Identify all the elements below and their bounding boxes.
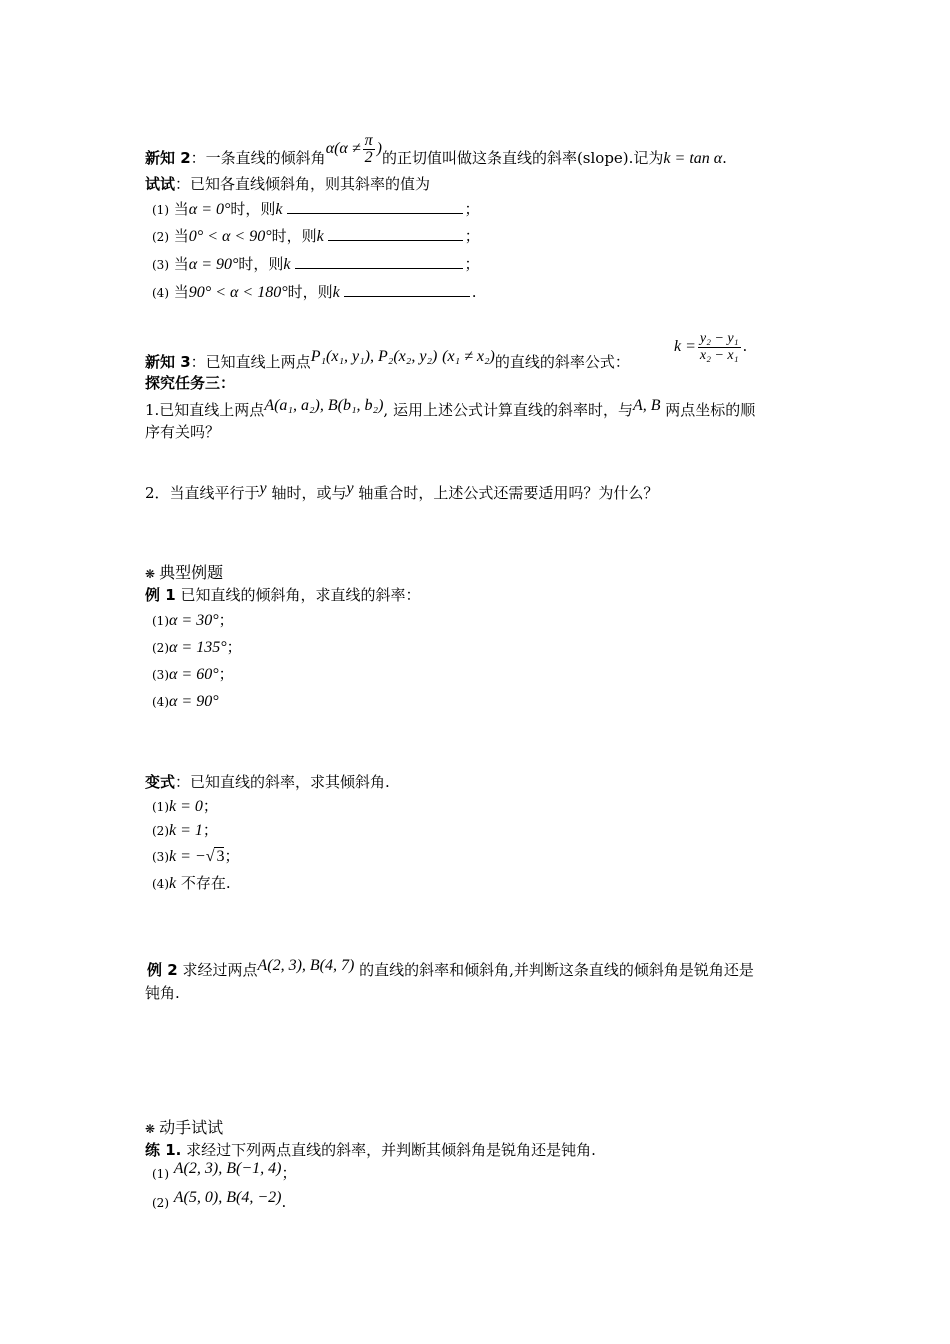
new-knowledge-3-label: 新知 3 xyxy=(145,353,191,371)
variant-item-4: (4)k 不存在. xyxy=(152,874,231,892)
x-condition: (x₁ ≠ x₂) xyxy=(442,348,495,365)
task-3-heading: 探究任务三： xyxy=(145,374,236,392)
practice-heading: ❋ 动手试试 xyxy=(145,1118,224,1137)
task-3-question-1: 1.已知直线上两点A(a₁, a₂), B(b₁, b₂), 运用上述公式计算直线的斜率时，与A, B 两点坐标的顺 xyxy=(145,397,756,419)
task-3-question-2: 2．当直线平行于y 轴时，或与y 轴重合时，上述公式还需要适用吗？为什么？ xyxy=(145,480,659,502)
slope-formula: k = tan α xyxy=(663,150,723,167)
alpha-condition: α(α ≠ $\frac{\pi}{2}$ ) xyxy=(325,131,382,166)
section-marker-icon: ❋ xyxy=(145,567,156,581)
new-knowledge-2: 新知 2：一条直线的倾斜角α(α ≠ $\frac{\pi}{2}$ )的正切值叫做这条直线的斜率(slope).记为k = tan α. xyxy=(145,131,727,167)
example-2: 例 2 求经过两点A(2, 3), B(4, 7) 的直线的斜率和倾斜角,并判断这条直线的倾斜角是锐角还是 xyxy=(147,957,754,979)
try-label: 试试 xyxy=(145,175,176,193)
example-2-cont: 钝角. xyxy=(145,984,180,1002)
examples-heading: ❋ 典型例题 xyxy=(145,563,224,582)
variant-item-1: (1)k = 0； xyxy=(152,797,218,815)
answer-blank[interactable] xyxy=(287,199,463,214)
slope-definition-text: 的正切值叫做这条直线的斜率(slope).记为 xyxy=(381,149,664,167)
example-1-item-1: (1)α = 30°； xyxy=(152,611,234,629)
example-1-item-2: (2)α = 135°； xyxy=(152,638,242,656)
answer-blank[interactable] xyxy=(344,282,470,297)
slope-formula-two-points: k = $\frac{\text{y₂ − y₁}}{\text{x₂ − x₁}}$ . xyxy=(674,330,748,363)
practice-item-1: (1) A(2, 3), B(−1, 4)； xyxy=(152,1160,297,1182)
try-item-3: (3) 当α = 90°时，则k ； xyxy=(152,255,480,273)
variant-prompt: 变式：已知直线的斜率，求其倾斜角. xyxy=(145,773,390,791)
variant-item-2: (2)k = 1； xyxy=(152,821,218,839)
pi-over-2-fraction: $\frac{\pi}{2}$ xyxy=(364,131,373,166)
practice-1: 练 1. 求经过下列两点直线的斜率，并判断其倾斜角是锐角还是钝角. xyxy=(145,1141,596,1159)
new-knowledge-2-text: ：一条直线的倾斜角 xyxy=(190,149,326,167)
practice-item-2: (2) A(5, 0), B(4, −2). xyxy=(152,1189,287,1211)
example-1-item-3: (3)α = 60°； xyxy=(152,665,234,683)
try-prompt: 试试：已知各直线倾斜角，则其斜率的值为 xyxy=(145,175,431,193)
section-marker-icon: ❋ xyxy=(145,1122,156,1136)
new-knowledge-3: 新知 3：已知直线上两点P₁(x₁, y₁), P₂(x₂, y₂) (x₁ ≠ x₂)的直线的斜率公式： xyxy=(145,348,630,371)
example-1-item-4: (4)α = 90° xyxy=(152,693,219,710)
try-item-1: (1) 当α = 0°时，则k ； xyxy=(152,200,480,218)
two-points: P₁(x₁, y₁), P₂(x₂, y₂) xyxy=(310,348,438,365)
new-knowledge-2-label: 新知 2 xyxy=(145,149,191,167)
variant-item-3: (3)k = −√ 3； xyxy=(152,847,240,865)
try-item-4: (4) 当90° < α < 180°时，则k . xyxy=(152,283,477,301)
answer-blank[interactable] xyxy=(328,226,463,241)
task-3-question-1-cont: 序有关吗？ xyxy=(145,423,221,441)
answer-blank[interactable] xyxy=(295,254,463,269)
try-item-2: (2) 当0° < α < 90°时，则k ； xyxy=(152,227,480,245)
example-1: 例 1 已知直线的倾斜角，求直线的斜率： xyxy=(145,586,421,604)
